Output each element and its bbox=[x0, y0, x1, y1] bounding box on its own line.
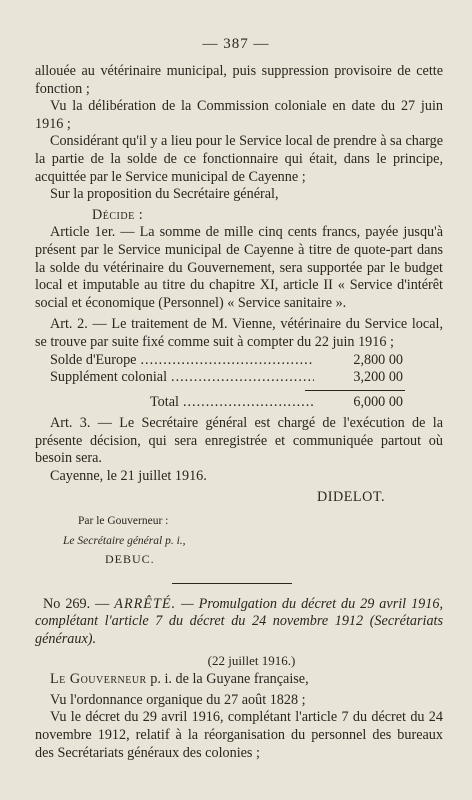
salary-row bbox=[50, 352, 443, 370]
salary-row-label: Supplément colonial bbox=[50, 369, 168, 386]
signature-par: Par le Gouverneur : bbox=[78, 515, 169, 528]
governor-rest: p. i. de la Guyane française, bbox=[150, 671, 309, 688]
paragraph-prior-measure: allouée au vétérinaire municipal, puis suppression provisoire de cette fonction ; bbox=[35, 63, 443, 97]
salary-row-label: Solde d'Europe bbox=[50, 351, 137, 368]
salary-row-amount: 3,200 00 bbox=[353, 369, 403, 386]
salary-row bbox=[50, 369, 443, 387]
salary-table bbox=[35, 352, 443, 412]
section-divider bbox=[172, 583, 292, 584]
salary-row-amount: 2,800 00 bbox=[353, 351, 403, 368]
paragraph-considerant: Considérant qu'il y a lieu pour le Service local de prendre à sa charge la partie de la solde de ce fonctionnaire qui était, dans le principe, acquittée par le Service municipal de Cayenne ; bbox=[35, 133, 443, 185]
page-number: — 387 — bbox=[202, 36, 270, 52]
place-date: Cayenne, le 21 juillet 1916. bbox=[50, 468, 207, 485]
article-2: Art. 2. — Le traitement de M. Vienne, vétérinaire du Service local, se trouve par suite fixé comme suit à compter du 22 juin 1916 ; bbox=[35, 316, 443, 350]
leader-dots bbox=[171, 369, 314, 387]
leader-dots bbox=[183, 394, 314, 412]
governor-signature: DIDELOT. bbox=[317, 488, 385, 505]
arrete-date: (22 juillet 1916.) bbox=[207, 652, 296, 668]
arrete-governor-line bbox=[35, 671, 443, 689]
article-3: Art. 3. — Le Secrétaire général est chargé de l'exécution de la présente décision, qui sera enregistrée et communiquée partout où besoin sera. bbox=[35, 415, 443, 467]
salary-total-amount: 6,000 00 bbox=[353, 393, 403, 410]
signature-secretary-title: Le Secrétaire général p. i., bbox=[63, 535, 186, 548]
leader-dots bbox=[140, 352, 314, 370]
sum-rule bbox=[305, 390, 405, 391]
signature-secretary-name: DEBUC. bbox=[105, 552, 155, 567]
salary-total-label: Total bbox=[150, 393, 179, 410]
vu-decret: Vu le décret du 29 avril 1916, complétant l'article 7 du décret du 24 novembre 1912, relatif à la réorganisation du personnel des bureaux des Secrétariats généraux des colonies ; bbox=[35, 709, 443, 761]
decide-heading: Décide : bbox=[92, 206, 144, 223]
paragraph-proposition: Sur la proposition du Secrétaire général, bbox=[50, 186, 279, 203]
arrete-number: No 269. — bbox=[43, 595, 110, 612]
arrete-title: ARRÊTÉ. bbox=[114, 595, 177, 612]
article-1: Article 1er. — La somme de mille cinq cents francs, payée jusqu'à présent par le Service municipal de Cayenne à titre de quote-part dans la solde du vétérinaire du Gouvernement, sera supportée par le budget local et imputable au titre du chapitre XI, article II « Service d'intérêt social et économique (Personnel) « Service sanitaire ». bbox=[35, 224, 443, 311]
salary-total-row bbox=[150, 394, 443, 412]
arrete-subject: — Promulgation du décret du 29 avril 1916, complétant l'article 7 du décret du 24 novembre 1912 (Secrétariats généraux). bbox=[35, 595, 444, 648]
page-body bbox=[35, 63, 443, 762]
vu-ordonnance: Vu l'ordonnance organique du 27 août 1828 ; bbox=[50, 691, 306, 708]
arrete-heading bbox=[35, 596, 443, 649]
governor-heading: Le Gouverneur bbox=[50, 671, 147, 688]
paragraph-vu-deliberation: Vu la délibération de la Commission coloniale en date du 27 juin 1916 ; bbox=[35, 98, 443, 132]
